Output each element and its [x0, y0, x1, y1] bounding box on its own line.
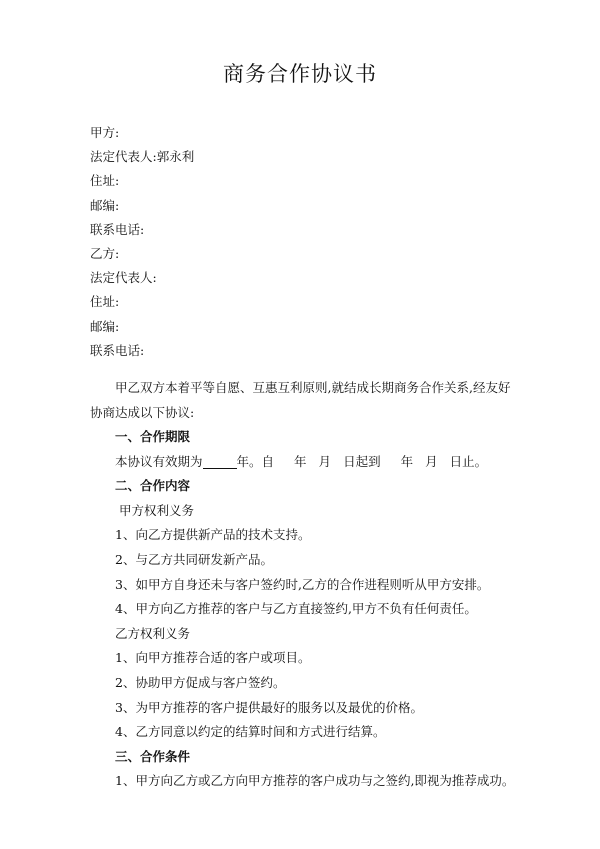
party-a-phone: 联系电话: — [90, 221, 145, 237]
party-a-address: 住址: — [90, 173, 120, 189]
term-years-blank[interactable] — [203, 454, 237, 469]
party-a-representative: 法定代表人:郭永利 — [90, 149, 195, 165]
agreement-body — [90, 376, 520, 794]
party-b-phone: 联系电话: — [90, 342, 145, 358]
document-title: 商务合作协议书 — [223, 62, 377, 86]
list-item: 2、协助甲方促成与客户签约。 — [115, 674, 286, 690]
party-b-postcode: 邮编: — [90, 318, 120, 334]
list-item: 4、甲方向乙方推荐的客户与乙方直接签约,甲方不负有任何责任。 — [115, 601, 477, 617]
intro-paragraph: 甲乙双方本着平等自愿、互惠互利原则,就结成长期商务合作关系,经友好协商达成以下协议: — [90, 380, 511, 420]
term-line: 本协议有效期为 年。自 年 月 日起到 年 月 日止。 — [115, 453, 488, 469]
section-content-heading: 二、合作内容 — [115, 478, 191, 494]
party-b-representative: 法定代表人: — [90, 270, 157, 286]
section-conditions-heading: 三、合作条件 — [115, 748, 191, 764]
party-info — [90, 121, 194, 363]
party-a-duties-heading: 甲方权利义务 — [119, 502, 195, 518]
party-a-label: 甲方: — [90, 125, 120, 140]
list-item: 1、向甲方推荐合适的客户或项目。 — [115, 650, 311, 666]
list-item: 1、向乙方提供新产品的技术支持。 — [115, 527, 311, 543]
list-item: 1、甲方向乙方或乙方向甲方推荐的客户成功与之签约,即视为推荐成功。 — [115, 773, 515, 789]
party-a-postcode: 邮编: — [90, 197, 120, 213]
list-item: 3、为甲方推荐的客户提供最好的服务以及最优的价格。 — [115, 699, 423, 715]
list-item: 2、与乙方共同研发新产品。 — [115, 551, 273, 567]
party-b-duties-heading: 乙方权利义务 — [115, 625, 191, 641]
party-b-address: 住址: — [90, 294, 120, 310]
list-item: 4、乙方同意以约定的结算时间和方式进行结算。 — [115, 724, 386, 740]
party-b-label: 乙方: — [90, 245, 120, 261]
section-term-heading: 一、合作期限 — [115, 429, 191, 444]
list-item: 3、如甲方自身还未与客户签约时,乙方的合作进程则听从甲方安排。 — [115, 576, 490, 592]
